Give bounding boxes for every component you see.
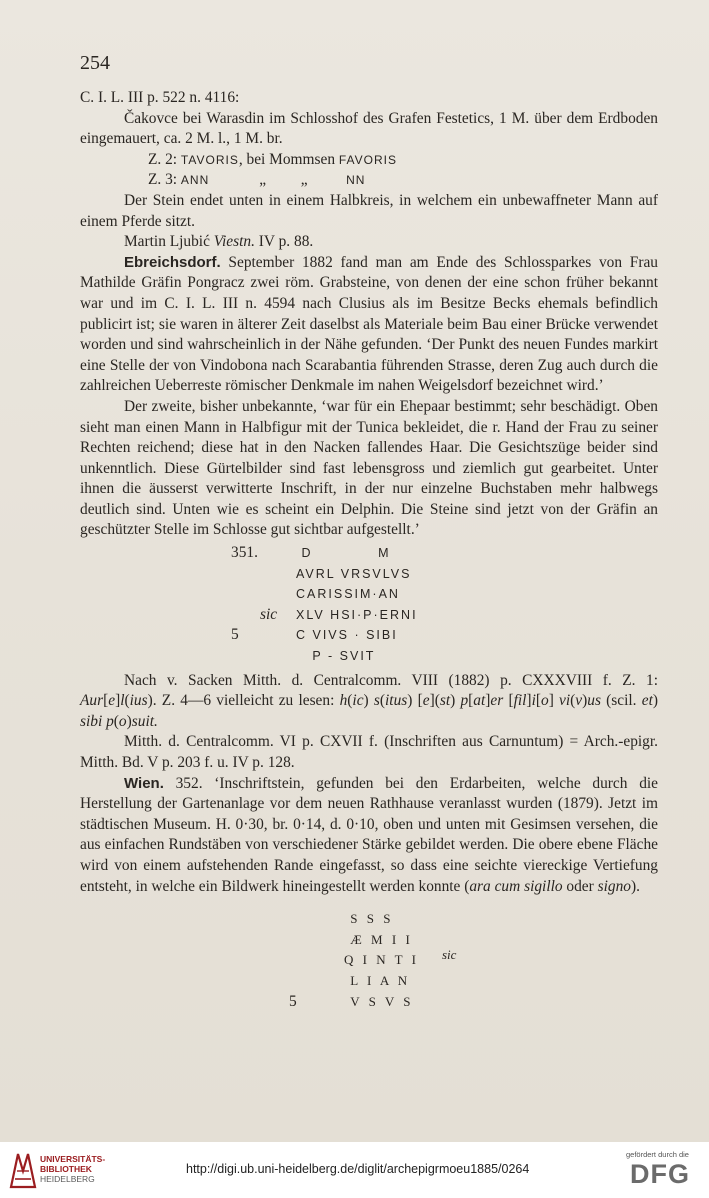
inscription-line: [80, 543, 658, 564]
sic-note: sic: [442, 947, 457, 963]
inscription-line: [80, 646, 658, 667]
text-paragraph: Martin Ljubić Viestn. IV p. 88.: [124, 233, 314, 251]
line-number: 5: [289, 992, 297, 1010]
text-paragraph: Der zweite, bisher unbekannte, ‘war für ein Ehepaar bestimmt; sehr beschädigt. Oben sieht man einen Mann in Halbfigur mit der Tunica bekleidet, die r. Hand der Frau zu seiner Rechten reichend; diese hat in den Nacken fallendes Haar. Die Gesichtszüge beider sind unkenntlich. Diese Gürtelbilder sind fast lebensgross und ziemlich gut gearbeitet. Unter ihnen die äusserst verwitterte Inschrift, in der nur einzelne Buchstaben mehr halbwegs deutlich sind. Unten wie es scheint ein Delphin. Die Steine sind jetzt von der Gräfin an geschützter Stelle im Schlosse gut sichtbar aufgestellt.’: [80, 397, 658, 539]
text-paragraph: Der Stein endet unten in einem Halbkreis, in welchem ein unbewaffneter Mann auf einem Pferde sitzt.: [80, 191, 658, 230]
inscription-text: CARISSIM·AN: [296, 587, 400, 602]
inscription-text: C VIVS · SIBI: [296, 628, 398, 643]
inscription-line: [80, 909, 658, 930]
text-paragraph: Mitth. d. Centralcomm. VI p. CXVII f. (Inschriften aus Carnuntum) = Arch.-epigr. Mitth. Bd. V p. 203 f. u. IV p. 128.: [80, 733, 658, 771]
inscription-line: [80, 947, 658, 971]
inscription-line: [80, 992, 658, 1013]
text-paragraph: Wien. 352. ‘Inschriftstein, gefunden bei den Erdarbeiten, welche durch die Herstellung der Gartenanlage vor dem neuen Rathhause veranlasst wurden (1879). Jetzt im städtischen Museum. H. 0·30, br. 0·14, d. 0·10, oben und unten mit Gesimsen versehen, die aus einfachen Rundstäben von verschiedener Stärke gebildet werden. Die obere ebene Fläche wird von einem aufstehenden Rande eingefasst, so dass eine seichte viereckige Vertiefung entsteht, in welche ein Bildwerk hineingestellt werden konnte (ara cum sigillo oder signo).: [80, 774, 658, 895]
text-paragraph: Čakovce bei Warasdin im Schlosshof des Grafen Festetics, 1 M. über dem Erdboden eingemauert, ca. 2 M. l., 1 M. br.: [80, 109, 658, 148]
text-paragraph: C. I. L. III p. 522 n. 4116:: [80, 89, 240, 106]
inscription-line: [80, 605, 658, 626]
text-paragraph: Ebreichsdorf. September 1882 fand man am Ende des Schlossparkes von Frau Mathilde Gräfin Pongracz zwei röm. Grabsteine, von denen der eine schon früher bekannt war und im C. I. L. III n. 4594 nach Clusius als im Besitze Becks ehemals befindlich publicirt ist; sie waren in älterer Zeit daselbst als Materiale beim Bau einer Brücke verwendet worden und sind wahrscheinlich in der Nähe gefunden. ‘Der Punkt des neuen Fundes markirt eine Stelle der von Vindobona nach Scarabantia führenden Strasse, deren Zug auch durch die zahlreichen Ueberreste römischer Denkmale im nahen Weigelsdorf bezeichnet wird.’: [80, 253, 658, 395]
text-block-1: [80, 88, 658, 541]
inscription-text: Q I N T I: [344, 952, 419, 968]
inscription-351: [80, 543, 658, 667]
inscription-text: AVRL VRSVLVS: [296, 566, 412, 581]
inscription-352: [80, 909, 658, 1012]
inscription-line: [80, 930, 658, 951]
inscription-line: [80, 971, 658, 992]
inscription-line: [80, 564, 658, 585]
page-number: 254: [80, 52, 110, 74]
text-paragraph: Z. 2: TAVORIS, bei Mommsen FAVORIS: [148, 150, 397, 168]
inscription-text: S S S: [344, 911, 394, 927]
library-city: HEIDELBERG: [40, 1174, 95, 1184]
line-number: 5: [231, 626, 239, 644]
library-name-line-1: UNIVERSITÄTS-: [40, 1154, 106, 1164]
inscription-text: V S V S: [344, 993, 414, 1009]
university-library-logo-icon: [8, 1151, 38, 1189]
inscription-text: D M: [296, 546, 391, 561]
text-paragraph: Z. 3: ANN „ „ NN: [148, 171, 366, 189]
funding-note: gefördert durch die: [626, 1150, 689, 1159]
inscription-line: [80, 584, 658, 605]
library-name-line-2: BIBLIOTHEK: [40, 1164, 92, 1174]
text-block-2: [80, 671, 658, 898]
inscription-text: XLV HSI·P·ERNI: [296, 607, 418, 622]
text-paragraph: Nach v. Sacken Mitth. d. Centralcomm. VIII (1882) p. CXXXVIII f. Z. 1: Aur[e]l(ius). Z. 4—6 vielleicht zu lesen: h(ic) s(itus) [e](st) p[at]er [fil]i[o] vi(v)us (scil. et) sibi p(o)suit.: [80, 671, 658, 730]
inscription-line: [80, 625, 658, 646]
permalink-url[interactable]: http://digi.ub.uni-heidelberg.de/diglit/archepigrmoeu1885/0264: [186, 1162, 530, 1176]
page-body: [80, 88, 658, 1012]
inscription-text: Æ M I I: [344, 931, 413, 947]
library-name: [40, 1154, 105, 1184]
dfg-logo: DFG: [630, 1159, 690, 1189]
footer-bar: [0, 1142, 709, 1198]
line-number: 351.: [231, 544, 258, 562]
inscription-text: L I A N: [344, 972, 411, 988]
sic-note: sic: [260, 605, 278, 623]
inscription-text: P - SVIT: [296, 649, 376, 664]
